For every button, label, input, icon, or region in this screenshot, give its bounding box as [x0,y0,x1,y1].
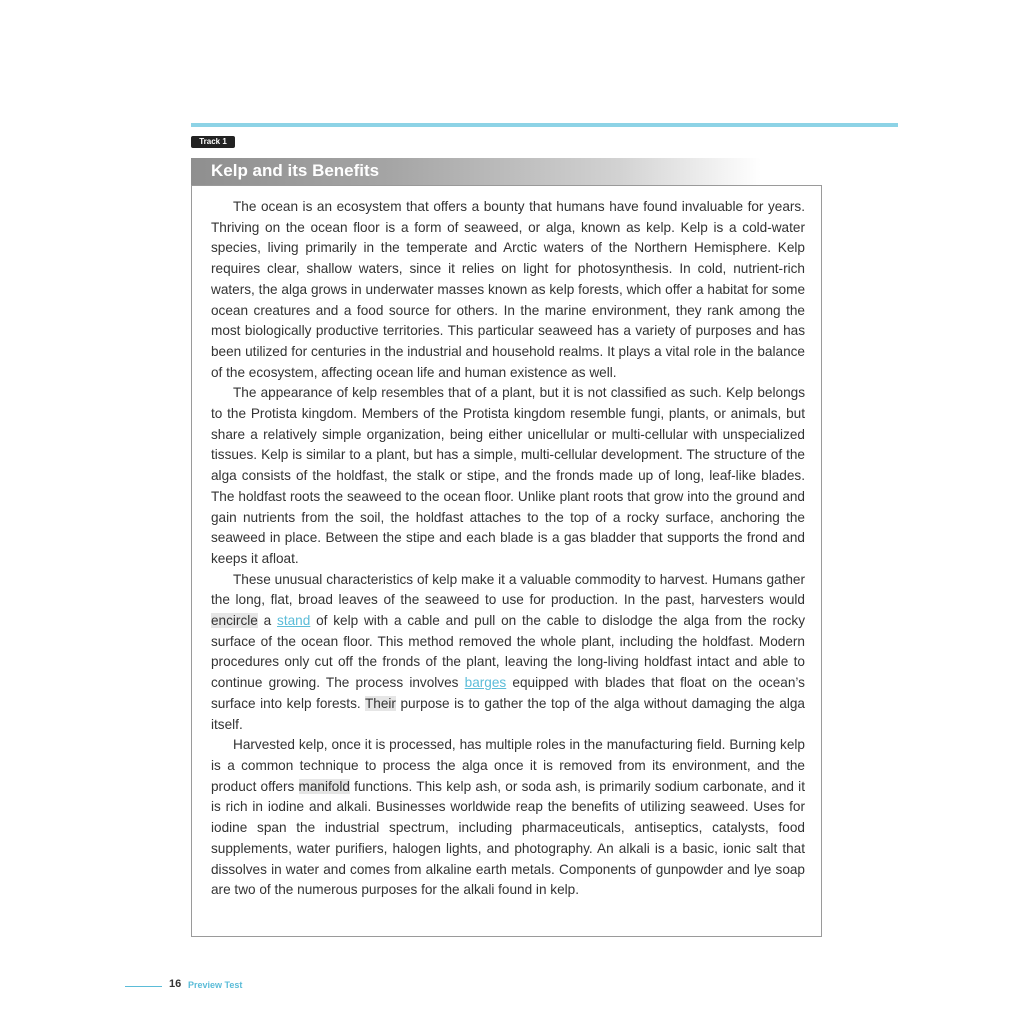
paragraph-3-text: equipped with blades that float on the ocean’s surface into kelp forests. [211,675,805,711]
paragraph-3-text: a [257,613,278,629]
paragraph-1: The ocean is an ecosystem that offers a bounty that humans have found invaluable for years. Thriving on the ocean floor is a form of seaweed, or alga, known as kelp. Kelp is a cold-water species, living primarily in the temperate and Arctic waters of the Northern Hemisphere. Kelp requires clear, shallow waters, since it relies on light for photosynthesis. In cold, nutrient-rich waters, the alga grows in underwater masses known as kelp forests, which offer a habitat for some ocean creatures and a food source for others. In the marine environment, they rank among the most biologically productive territories. This particular seaweed has a variety of purposes and has been utilized for centuries in the industrial and household realms. It plays a vital role in the balance of the ecosystem, affecting ocean life and human existence as well. [211,199,805,380]
paragraph-3-text: These unusual characteristics of kelp make it a valuable commodity to harvest. Humans gather the long, flat, broad leaves of the seaweed to use for production. In the past, harvesters would [211,571,805,608]
vocab-link-barges[interactable]: barges [464,675,507,691]
passage-title: Kelp and its Benefits [211,161,380,180]
paragraph-3-text: purpose is to gather the top of the alga without damaging the alga itself. [211,695,805,732]
paragraph-4-text: Harvested kelp, once it is processed, has multiple roles in the manufacturing field. Burning kelp is a common technique to process the alga once it is removed from its environment, and the product offers [211,737,805,794]
passage-text [211,197,805,901]
track-label: Track 1 [191,136,235,148]
highlighted-word-encircle[interactable]: encircle [211,613,258,629]
paragraph-4-text: functions. This kelp ash, or soda ash, is primarily sodium carbonate, and it is rich in iodine and alkali. Businesses worldwide reap the benefits of utilizing seaweed. Uses for iodine span the industrial spectrum, including pharmaceuticals, antiseptics, catalysts, food supplements, water purifiers, halogen lights, and photography. An alkali is a basic, ionic salt that dissolves in water and comes from alkaline earth metals. Components of gunpowder and lye soap are two of the numerous purposes for the alkali found in kelp. [211,778,805,898]
paragraph-3 [211,570,805,736]
page-number: 16 [169,978,182,990]
highlighted-word-their[interactable]: Their [364,695,396,711]
paragraph-4 [211,735,805,901]
highlighted-word-manifold[interactable]: manifold [298,778,350,794]
vocab-link-stand[interactable]: stand [277,613,311,629]
paragraph-3-text: of kelp with a cable and pull on the cable to dislodge the alga from the rocky surface of the ocean floor. This method removed the whole plant, including the holdfast. Modern procedures only cut off the fronds of the plant, leaving the long-living holdfast intact and able to continue growing. The process involves [211,613,806,691]
paragraph-2: The appearance of kelp resembles that of a plant, but it is not classified as such. Kelp belongs to the Protista kingdom. Members of the Protista kingdom resemble fungi, plants, or animals, but share a relatively simple organization, being either unicellular or multi-cellular with unspecialized tissues. Kelp is similar to a plant, but has a simple, multi-cellular development. The structure of the alga consists of the holdfast, the stalk or stipe, and the fronds made up of long, leaf-like blades. The holdfast roots the seaweed to the ocean floor. Unlike plant roots that grow into the ground and gain nutrients from the soil, the holdfast attaches to the top of a rocky surface, anchoring the seaweed in place. Between the stipe and each blade is a gas bladder that supports the frond and keeps it afloat. [211,385,805,566]
top-divider [191,123,898,127]
section-label: Preview Test [188,980,243,990]
passage-title-bar [191,158,761,185]
footer-divider [125,986,162,987]
passage-box [191,185,822,937]
